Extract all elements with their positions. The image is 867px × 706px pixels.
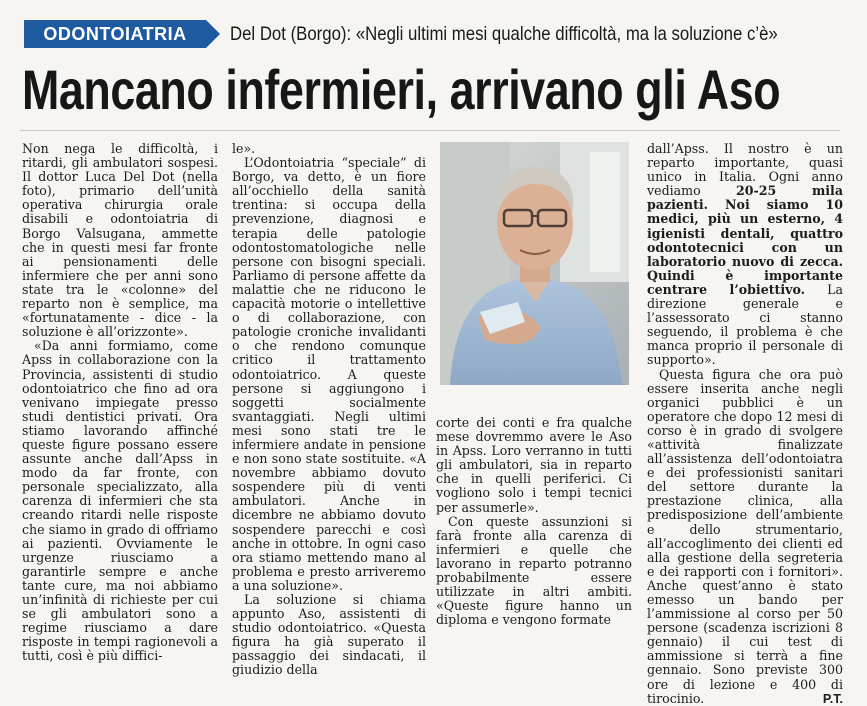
- article-column-4: [647, 142, 843, 706]
- headline: Mancano infermieri, arrivano gli Aso: [22, 58, 781, 121]
- paragraph: le».: [232, 141, 256, 156]
- paragraph: corte dei conti e fra qualche mese dovremmo avere le Aso in Apss. Loro verranno in tutti gli ambulatori, sia in reparto che in quelli periferici. Ci vogliono solo i tempi tecnici per assumerle».: [436, 415, 632, 515]
- article-column-2: [232, 142, 426, 678]
- subheadline: Del Dot (Borgo): «Negli ultimi mesi qualche difficoltà, ma la soluzione c’è»: [230, 23, 778, 45]
- paragraph-text: dall’Apss. Il nostro è un reparto importante, quasi unico in Italia. Ogni anno vediamo: [647, 141, 843, 199]
- portrait-illustration: [440, 142, 629, 385]
- paragraph: Con queste assunzioni si farà fronte alla carenza di infermieri e quelle che lavorano in reparto potranno probabilmente essere utilizzate in altri ambiti. «Queste figure hanno un diploma e vengono formate: [436, 513, 632, 628]
- author-signature: P.T.: [822, 691, 843, 706]
- paragraph: «Da anni formiamo, come Apss in collaborazione con la Provincia, assistenti di studio odontoiatrico che fino ad ora venivano impiegate presso studi dentistici privati. Ora stiamo lavorando affinché queste figure possano essere assunte anche dall’Apss in modo da far fronte, con personale specializzato, alla carenza di infermieri che sta creando ritardi nelle risposte che siamo in grado di offriamo ai pazienti. Ovviamente le urgenze riusciamo a garantirle sempre e anche tante cure, ma noi abbiamo un’infinità di richieste per cui se gli ambulatori sono a regime riusciamo a dare risposte in tempi ragionevoli a tutti, così è più diffici-: [22, 338, 218, 664]
- article-column-1: [22, 142, 218, 663]
- paragraph-text: La direzione generale e l’assessorato ci stanno seguendo, il problema è che manca proprio il personale di supporto».: [647, 281, 843, 368]
- article-column-3: [436, 416, 632, 627]
- paragraph: La soluzione si chiama appunto Aso, assistenti di studio odontoiatrico. «Questa figura ha già superato il passaggio dei sindacati, il giudizio della: [232, 592, 426, 678]
- portrait-photo: [440, 142, 629, 385]
- highlighted-text: 20-25 mila pazienti. Noi siamo 10 medici, più un esterno, 4 igienisti dentali, quattro odontotecnici con un laboratorio nuovo di zecca. Quindi è importante centrare l’obiettivo.: [647, 183, 843, 297]
- paragraph: [647, 368, 843, 706]
- paragraph: [647, 142, 843, 368]
- divider: [20, 130, 840, 131]
- paragraph: L’Odontoiatria “speciale” di Borgo, va detto, è un fiore all’occhiello della sanità trentina: si occupa della prevenzione, diagnosi e terapia delle patologie odontostomatologiche nelle persone con bisogni speciali. Parliamo di persone affette da malattie che ne riducono le capacità motorie o intellettive o di collaborazione, con patologie croniche invalidanti o che rendono comunque critico il trattamento odontoiatrico. A queste persone si aggiungono i soggetti socialmente svantaggiati. Negli ultimi mesi sono stati tre le infermiere andate in pensione e non sono state sostituite. «A novembre abbiamo dovuto sospendere più di venti ambulatori. Anche in dicembre ne abbiamo dovuto sospendere parecchi e così anche in ottobre. In ogni caso ora stiamo mettendo mano al problema e presto arriveremo a una soluzione».: [232, 155, 426, 593]
- section-kicker: [24, 20, 220, 48]
- paragraph: Non nega le difficoltà, i ritardi, gli ambulatori sospesi. Il dottor Luca Del Dot (nella foto), primario dell’unità operativa chirurgia orale disabili e odontoiatria di Borgo Valsugana, ammette che in questi mesi far fronte ai pensionamenti delle infermiere che per anni sono state tra le «colonne» del reparto non è semplice, ma «fortunatamente - dice - la soluzione è all’orizzonte».: [22, 141, 218, 340]
- kicker-label: ODONTOIATRIA: [43, 24, 187, 44]
- paragraph-text: Questa figura che ora può essere inserita anche negli organici pubblici è un operatore che dopo 12 mesi di corso è in grado di svolgere «attività finalizzate all’assistenza dell’odontoiatra e dei professionisti sanitari del settore durante la prestazione clinica, alla predisposizione dell’ambiente e dello strumentario, all’accoglimento dei clienti ed alla gestione della segreteria e dei rapporti con i fornitori». Anche quest’anno è stato emesso un bando per l’ammissione al corso per 50 persone (scadenza iscrizioni 8 gennaio) il cui test di ammissione si terrà a fine gennaio. Sono previste 300 ore di lezione e 400 di tirocinio.: [647, 366, 843, 706]
